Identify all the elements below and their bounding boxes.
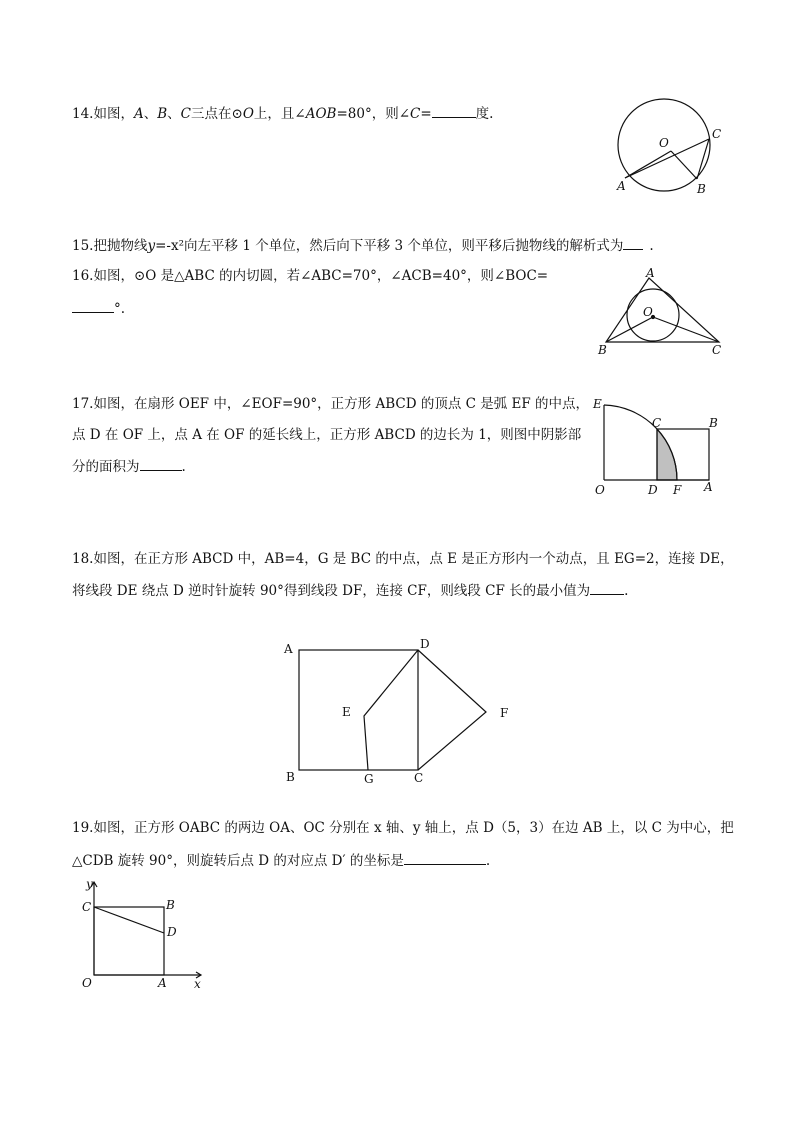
label-x: x (194, 977, 201, 991)
question-14 (72, 103, 493, 124)
label-f: F (500, 706, 509, 720)
segment-cd (94, 907, 164, 933)
q18-text: 18.如图，在正方形 ABCD 中，AB=4，G 是 BC 的中点，点 E 是正方形内一个动点，且 EG=2，连接 DE， (72, 551, 734, 567)
figure-18-square (278, 636, 518, 788)
question-17-line-3 (72, 456, 186, 477)
figure-19-coordinate-square (76, 876, 208, 992)
q14-text: = (420, 106, 432, 122)
q14-var: C (180, 106, 191, 122)
label-o: O (659, 136, 669, 150)
label-g: G (364, 772, 374, 786)
label-a: A (617, 179, 626, 193)
label-d: D (167, 925, 177, 939)
label-e: E (593, 397, 602, 411)
label-f: F (673, 483, 682, 497)
square-oabc (94, 907, 164, 975)
q14-text: 度. (475, 106, 494, 122)
answer-blank[interactable] (590, 580, 624, 595)
question-19-line-2 (72, 850, 490, 871)
question-15 (72, 235, 654, 256)
label-o: O (82, 976, 92, 990)
q14-text: 三点在⊙ (191, 106, 243, 122)
question-16-line-1 (72, 266, 548, 286)
q17-text: . (181, 459, 186, 475)
label-b: B (166, 898, 175, 912)
figure-14-circle (605, 96, 730, 200)
question-18-line-1 (72, 549, 734, 569)
q14-text: 如图， (93, 106, 134, 122)
question-19-line-1 (72, 818, 734, 838)
q17-text: 分的面积为 (72, 459, 140, 475)
question-17-line-2 (72, 425, 581, 445)
q14-var: AOB (305, 106, 337, 122)
segment-bo (606, 317, 653, 342)
q15-expr: =-x² (155, 238, 185, 254)
q14-text: =80°，则∠ (336, 106, 411, 122)
label-d: D (420, 637, 430, 651)
segment-oc (653, 317, 719, 342)
q14-number: 14. (72, 106, 94, 122)
label-b: B (697, 182, 706, 196)
label-c: C (652, 416, 662, 430)
q17-text: 17.如图，在扇形 OEF 中，∠EOF=90°，正方形 ABCD 的顶点 C 是弧 EF 的中点， (72, 396, 590, 412)
q15-text: . (649, 238, 654, 254)
label-b: B (709, 416, 718, 430)
label-b: B (286, 770, 295, 784)
question-18-line-2 (72, 580, 628, 601)
q14-var: O (242, 106, 254, 122)
q16-text: 16.如图，⊙O 是△ABC 的内切圆，若∠ABC=70°，∠ACB=40°，则∠BOC= (72, 268, 549, 284)
q14-text: 、 (167, 106, 181, 122)
label-y: y (86, 877, 93, 891)
question-17-line-1 (72, 394, 589, 414)
answer-blank[interactable] (140, 456, 182, 471)
q15-var: y (147, 238, 156, 254)
q14-text: 、 (143, 106, 158, 122)
label-a: A (704, 480, 713, 494)
segment-ao (625, 151, 671, 178)
q15-text: 向左平移 1 个单位，然后向下平移 3 个单位，则平移后抛物线的解析式为 (184, 238, 624, 254)
q14-var: A (133, 106, 144, 122)
label-o: O (595, 483, 605, 497)
q14-var: C (410, 106, 421, 122)
answer-blank[interactable] (623, 235, 643, 250)
figure-16-incircle (592, 262, 732, 360)
q15-text: 15.把抛物线 (72, 238, 148, 254)
label-d: D (648, 483, 658, 497)
q19-text: △CDB 旋转 90°，则旋转后点 D 的对应点 D′ 的坐标是 (72, 853, 404, 869)
q19-text: . (485, 853, 491, 869)
label-c: C (82, 900, 92, 914)
q16-text: °. (114, 301, 126, 317)
shaded-region (657, 429, 677, 480)
q19-text: 19.如图，正方形 OABC 的两边 OA、OC 分别在 x 轴、y 轴上，点 D（5，3）在边 AB 上，以 C 为中心，把 (72, 820, 734, 836)
label-a: A (646, 266, 655, 280)
answer-blank[interactable] (432, 103, 476, 118)
answer-blank[interactable] (404, 850, 486, 865)
q18-text: 将线段 DE 绕点 D 逆时针旋转 90°得到线段 DF，连接 CF，则线段 CF 长的最小值为 (72, 583, 591, 599)
answer-blank[interactable] (72, 298, 114, 313)
square-abcd (299, 650, 418, 770)
label-a: A (158, 976, 167, 990)
q18-text: . (624, 583, 629, 599)
figure-17-sector (590, 392, 725, 500)
label-c: C (712, 343, 722, 357)
label-o: O (643, 305, 653, 319)
label-b: B (598, 343, 607, 357)
q17-text: 点 D 在 OF 上，点 A 在 OF 的延长线上，正方形 ABCD 的边长为 1，则图中阴影部 (72, 427, 582, 443)
label-c: C (414, 771, 424, 785)
label-a: A (284, 642, 293, 656)
q14-var: B (157, 106, 168, 122)
segments-ge-ed (364, 650, 418, 770)
question-16-line-2 (72, 298, 125, 319)
label-c: C (712, 127, 722, 141)
label-e: E (342, 705, 351, 719)
q14-text: 上，且∠ (253, 106, 306, 122)
segments-df-fc (418, 650, 486, 770)
